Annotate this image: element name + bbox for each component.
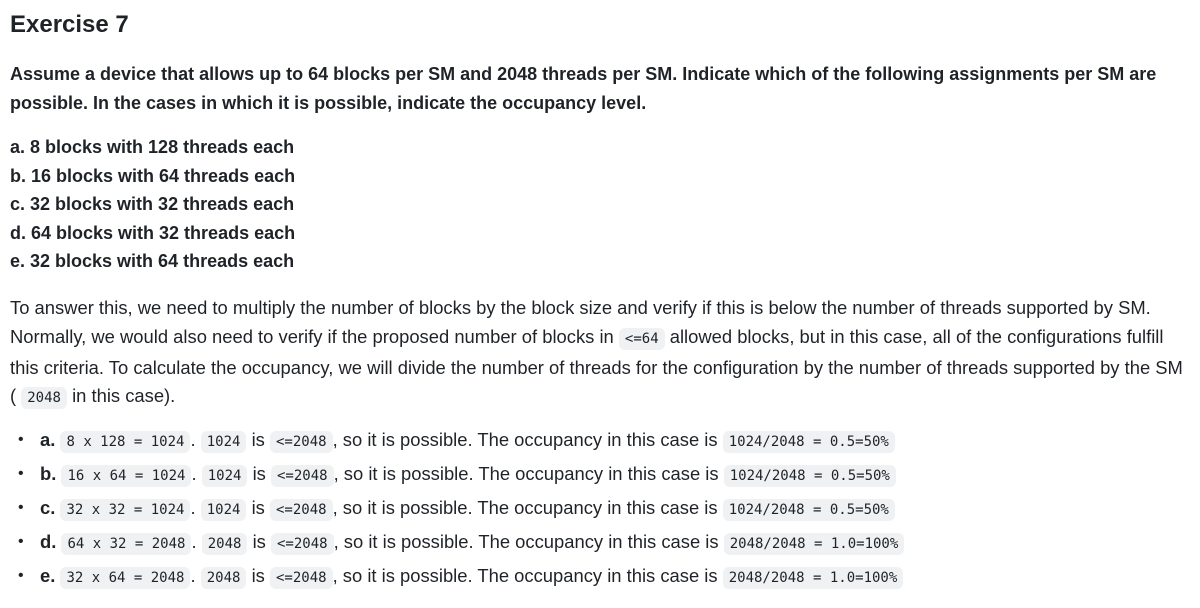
explanation-text: in this case). — [66, 385, 176, 407]
inline-code: <=64 — [619, 328, 665, 350]
answer-text: , so it is possible. The occupancy in this case is — [333, 531, 719, 552]
bullet-icon: • — [18, 533, 24, 550]
answer-text: , so it is possible. The occupancy in this case is — [332, 497, 718, 518]
period: . — [190, 497, 196, 518]
inline-code: 32 x 32 = 1024 — [60, 499, 190, 521]
inline-code: 64 x 32 = 2048 — [61, 533, 191, 555]
explanation-text: allowed blocks, but in this case, all of the configurations fulfill this criteria. To calculate the occupancy, we will divide the number of threads for the configuration by the number of threads supported by the SM ( — [10, 325, 1183, 407]
inline-code: <=2048 — [270, 567, 333, 589]
period: . — [191, 463, 197, 484]
period: . — [190, 565, 196, 586]
inline-code: 2048 — [202, 533, 248, 555]
option-b: b. 16 blocks with 64 threads each — [10, 165, 296, 186]
answer-letter: c. — [40, 497, 56, 518]
is-text: is — [252, 463, 266, 484]
inline-code: 1024/2048 = 0.5=50% — [724, 465, 896, 487]
inline-code: 1024/2048 = 0.5=50% — [723, 431, 895, 453]
inline-code: 2048 — [21, 387, 67, 409]
answer-letter: d. — [40, 531, 57, 552]
answer-item-b — [18, 457, 904, 491]
inline-code: 1024 — [201, 431, 247, 453]
inline-code: 16 x 64 = 1024 — [61, 465, 191, 487]
inline-code: 1024 — [201, 499, 247, 521]
explanation-paragraph — [10, 294, 1190, 413]
answer-letter: a. — [40, 429, 56, 450]
answer-item-c — [18, 491, 904, 525]
is-text: is — [251, 565, 265, 586]
inline-code: 2048/2048 = 1.0=100% — [723, 567, 904, 589]
inline-code: 2048 — [201, 567, 247, 589]
period: . — [191, 531, 197, 552]
inline-code: <=2048 — [271, 533, 334, 555]
answer-letter: b. — [40, 463, 57, 484]
answers-list — [18, 423, 904, 593]
option-e: e. 32 blocks with 64 threads each — [10, 251, 295, 272]
inline-code: 1024 — [202, 465, 248, 487]
bullet-icon: • — [18, 499, 24, 516]
bullet-icon: • — [18, 465, 24, 482]
is-text: is — [251, 497, 265, 518]
answer-text: , so it is possible. The occupancy in this case is — [333, 463, 719, 484]
bullet-icon: • — [18, 431, 24, 448]
answer-text: , so it is possible. The occupancy in this case is — [332, 565, 718, 586]
answer-item-e — [18, 559, 904, 593]
is-text: is — [252, 531, 266, 552]
answer-item-d — [18, 525, 904, 559]
explanation-text: To answer this, we need to multiply the number of blocks by the block size and verify if this is below the number of threads supported by SM. Normally, we would also need to verify if the proposed number of blocks in — [10, 297, 1151, 347]
inline-code: 32 x 64 = 2048 — [60, 567, 190, 589]
option-d: d. 64 blocks with 32 threads each — [10, 222, 296, 243]
option-a: a. 8 blocks with 128 threads each — [10, 137, 295, 157]
answer-letter: e. — [40, 565, 56, 586]
inline-code: <=2048 — [270, 499, 333, 521]
answer-text: , so it is possible. The occupancy in this case is — [332, 429, 718, 450]
inline-code: 2048/2048 = 1.0=100% — [724, 533, 905, 555]
is-text: is — [251, 429, 265, 450]
period: . — [190, 429, 196, 450]
inline-code: 1024/2048 = 0.5=50% — [723, 499, 895, 521]
options-list — [10, 133, 295, 276]
inline-code: 8 x 128 = 1024 — [60, 431, 190, 453]
inline-code: <=2048 — [271, 465, 334, 487]
page-title: Exercise 7 — [10, 11, 129, 38]
bullet-icon: • — [18, 567, 24, 584]
option-c: c. 32 blocks with 32 threads each — [10, 194, 295, 215]
inline-code: <=2048 — [270, 431, 333, 453]
answer-item-a — [18, 423, 904, 457]
question-text: Assume a device that allows up to 64 blocks per SM and 2048 threads per SM. Indicate which of the following assignments per SM are possible. In the cases in which it is possible, indicate the occupancy level. — [10, 64, 1157, 113]
